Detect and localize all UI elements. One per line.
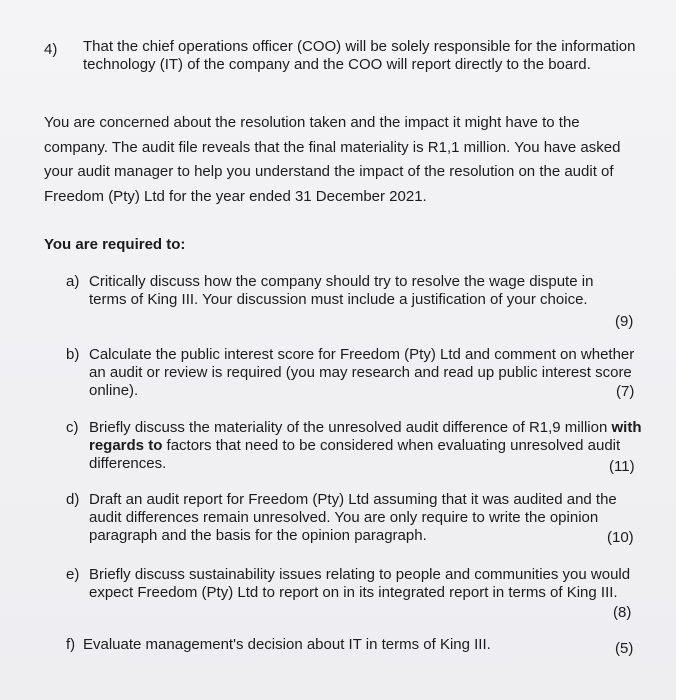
item-c-text-post: factors that need to be considered when evaluating unresolved audit differences. (89, 437, 621, 472)
required-heading: You are required to: (44, 236, 186, 253)
item-c-text-bold: with regards to (89, 419, 642, 454)
item-c-marks: (11) (609, 458, 635, 475)
item-f-text: Evaluate management's decision about IT in terms of King III. (83, 636, 491, 653)
item-c-text-pre: Briefly discuss the materiality of the unresolved audit difference of R1,9 million (89, 419, 608, 436)
item-f-marks: (5) (615, 640, 634, 657)
item-d-letter: d) (66, 491, 80, 508)
item-e-letter: e) (66, 566, 80, 583)
item-b-text: Calculate the public interest score for Freedom (Pty) Ltd and comment on whether an audit or review is required (you may research and read up public interest score online). (89, 346, 635, 399)
item-c-text (89, 419, 644, 473)
item-b-letter: b) (66, 346, 80, 363)
item-e-text: Briefly discuss sustainability issues relating to people and communities you would expect Freedom (Pty) Ltd to report on in its integrated report in terms of King III. (89, 566, 631, 601)
item-e-marks: (8) (613, 604, 632, 621)
item-b-marks: (7) (616, 383, 635, 400)
item-a-marks: (9) (615, 313, 634, 330)
item-f-letter: f) (66, 636, 76, 653)
question-4-number: 4) (44, 41, 58, 58)
intro-paragraph: You are concerned about the resolution taken and the impact it might have to the company. The audit file reveals that the final materiality is R1,1 million. You have asked your audit manager to help you understand the impact of the resolution on the audit of Freedom (Pty) Ltd for the year ended 31 December 2021. (44, 114, 621, 205)
item-c-letter: c) (66, 419, 79, 436)
item-d-text: Draft an audit report for Freedom (Pty) Ltd assuming that it was audited and the audit differences remain unresolved. You are only require to write the opinion paragraph and the basis for the opinion paragraph. (89, 491, 617, 544)
item-a-text: Critically discuss how the company should try to resolve the wage dispute in terms of King III. Your discussion must include a justification of your choice. (89, 273, 594, 308)
item-d-marks: (10) (607, 529, 634, 546)
question-4-text: That the chief operations officer (COO) will be solely responsible for the information technology (IT) of the company and the COO will report directly to the board. (83, 38, 636, 73)
item-a-letter: a) (66, 273, 80, 290)
